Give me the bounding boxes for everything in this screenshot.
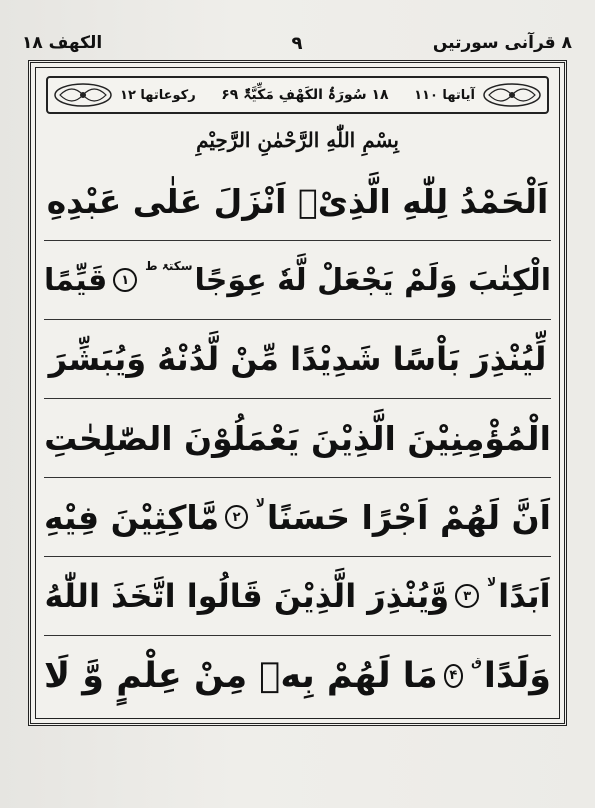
- ruku-count-label: رکوعاتھا ۱۲: [120, 87, 196, 103]
- verse-line: [44, 320, 551, 399]
- ayah-number-marker: ۳: [455, 584, 479, 608]
- waqf-mark: لا: [487, 575, 497, 589]
- ayah-number-marker: ۴: [444, 664, 464, 688]
- verse-text: وَلَدًا: [483, 655, 551, 696]
- waqf-mark: سکتۃ ط: [145, 259, 193, 273]
- verse-line: [44, 162, 551, 241]
- page-number: ۹: [291, 32, 303, 54]
- verse-line: [44, 557, 551, 636]
- surah-title: ۱۸ سُورَۃُ الکَھْفِ مَکِّیَّۃٌ ۶۹: [221, 87, 389, 103]
- ornament-right-icon: [481, 81, 543, 109]
- verse-text: مَا لَهُمْ بِهٖ مِنْ عِلْمٍ وَّ لَا: [44, 655, 438, 696]
- waqf-mark: ق: [471, 654, 482, 669]
- inner-frame: [35, 67, 560, 719]
- ayah-number-marker: ۱: [113, 268, 137, 292]
- verse-text: اَلْحَمْدُ لِلّٰهِ الَّذِیْۤ اَنْزَلَ عَلٰی عَبْدِهِ: [46, 181, 549, 221]
- header-right-label: ۸ قرآنی سورتیں: [432, 33, 572, 53]
- verse-line: [44, 478, 551, 557]
- header-left-label: الکھف ۱۸: [22, 33, 103, 53]
- bismillah: بِسْمِ اللّٰهِ الرَّحْمٰنِ الرَّحِيْمِ: [196, 128, 399, 152]
- verse-text: لِّيُنْذِرَ بَاْسًا شَدِيْدًا مِّنْ لَّدُنْهُ وَيُبَشِّرَ: [48, 340, 547, 378]
- verse-text: قَيِّمًا: [44, 262, 108, 298]
- verse-line: [44, 241, 551, 320]
- verse-text: اَبَدًا: [498, 577, 551, 615]
- verse-line: [44, 399, 551, 478]
- running-header: [22, 30, 572, 56]
- waqf-mark: لا: [255, 496, 265, 510]
- ayat-count-label: آیاتھا ۱۱۰: [414, 87, 475, 103]
- verse-line: [44, 636, 551, 715]
- verse-text: مَّاكِثِيْنَ فِيْهِ: [44, 497, 220, 537]
- verse-lines: [44, 162, 551, 715]
- ornament-left-icon: [52, 81, 114, 109]
- verse-text: الْكِتٰبَ وَلَمْ يَجْعَلْ لَّهٗ عِوَجًا: [194, 262, 551, 298]
- surah-title-band: [46, 76, 549, 114]
- ayah-number-marker: ۲: [225, 505, 248, 529]
- verse-text: اَنَّ لَهُمْ اَجْرًا حَسَنًا: [266, 497, 551, 537]
- verse-text: وَّيُنْذِرَ الَّذِيْنَ قَالُوا اتَّخَذَ اللّٰهُ: [44, 577, 450, 615]
- verse-text: الْمُؤْمِنِيْنَ الَّذِيْنَ يَعْمَلُوْنَ الصّٰلِحٰتِ: [44, 418, 551, 458]
- page-frame: [28, 60, 567, 726]
